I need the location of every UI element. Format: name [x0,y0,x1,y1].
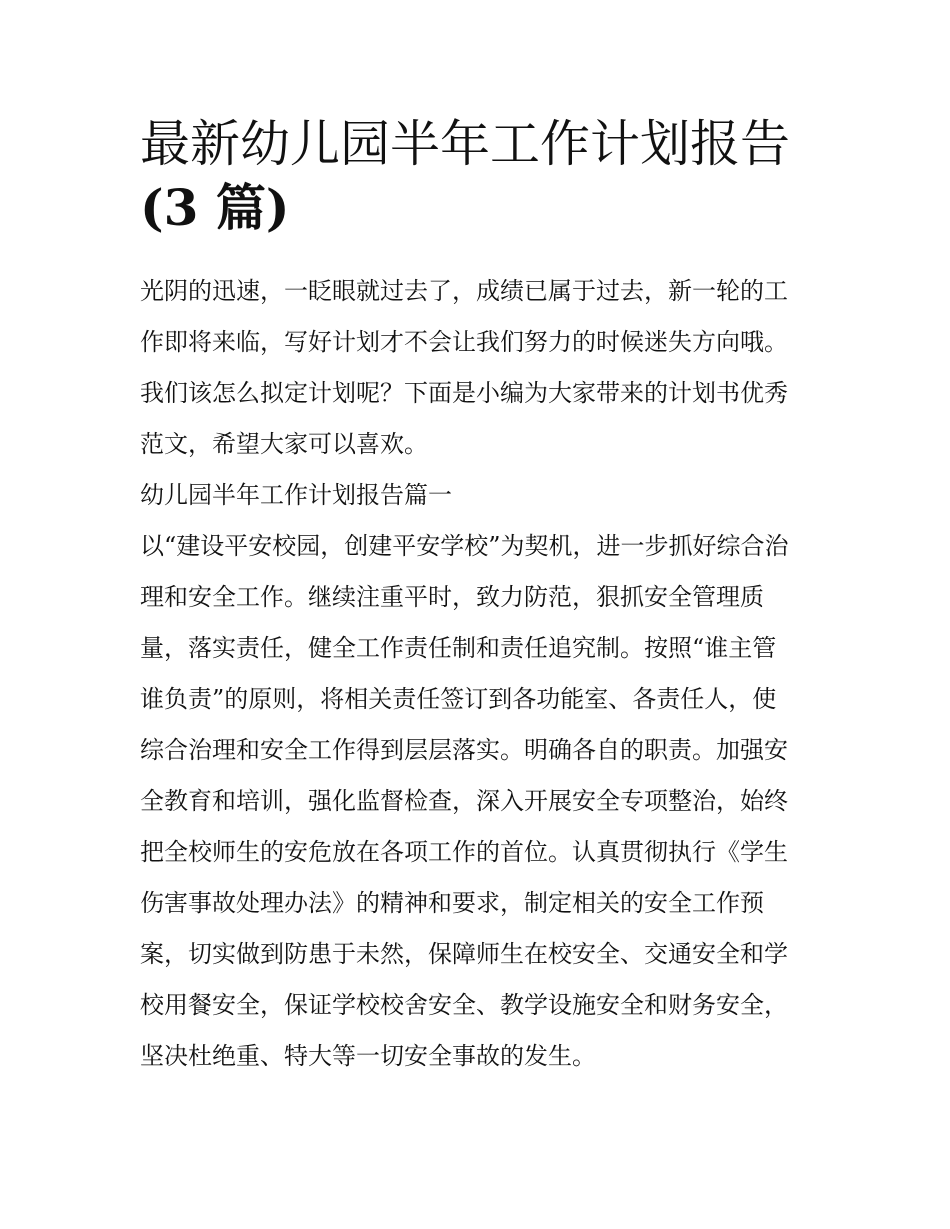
text-line: 理和安全工作。继续注重平时，致力防范，狠抓安全管理质 [140,583,764,611]
text-line: 案，切实做到防患于未然，保障师生在校安全、交通安全和学 [140,940,788,968]
text-line: 坚决杜绝重、特大等一切安全事故的发生。 [140,1042,596,1070]
text-line: 综合治理和安全工作得到层层落实。明确各自的职责。加强安 [140,736,788,764]
text-line: 范文，希望大家可以喜欢。 [140,430,428,458]
document-body [140,266,812,1082]
section-paragraph [140,521,812,1082]
title-line-1: 最新幼儿园半年工作计划报告 [140,115,790,173]
section-heading [140,470,812,521]
document-page [140,112,812,1082]
document-title [140,112,812,240]
text-line: 作即将来临，写好计划才不会让我们努力的时候迷失方向哦。 [140,328,788,356]
text-line: 全教育和培训，强化监督检查，深入开展安全专项整治，始终 [140,787,788,815]
text-line: 光阴的迅速，一眨眼就过去了，成绩已属于过去，新一轮的工 [140,277,788,305]
text-line: 量，落实责任，健全工作责任制和责任追究制。按照“谁主管 [140,634,777,662]
text-line: 我们该怎么拟定计划呢？下面是小编为大家带来的计划书优秀 [140,379,788,407]
text-line: 以“建设平安校园，创建平安学校”为契机，进一步抓好综合治 [140,532,789,560]
text-line: 把全校师生的安危放在各项工作的首位。认真贯彻执行《学生 [140,838,788,866]
section-heading-text: 幼儿园半年工作计划报告篇一 [140,481,452,509]
text-line: 伤害事故处理办法》的精神和要求，制定相关的安全工作预 [140,889,764,917]
text-line: 校用餐安全，保证学校校舍安全、教学设施安全和财务安全， [140,991,788,1019]
text-line: 谁负责”的原则，将相关责任签订到各功能室、各责任人，使 [140,685,777,713]
title-line-2: (3 篇) [140,178,290,237]
intro-paragraph [140,266,812,470]
